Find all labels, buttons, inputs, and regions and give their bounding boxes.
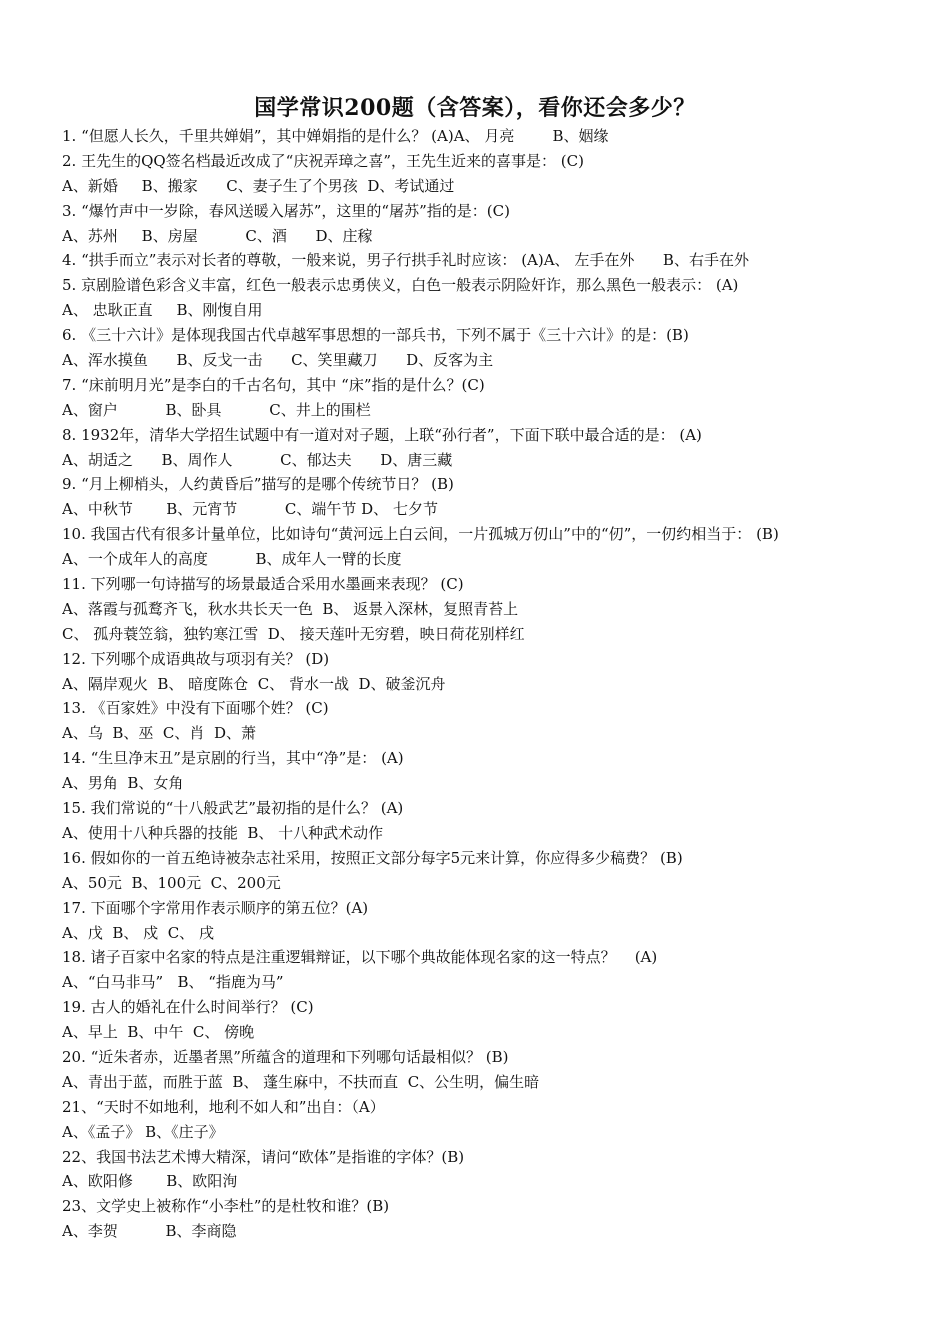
text-line: A、“白马非马” B、 “指鹿为马” <box>62 973 284 992</box>
text-line: 5. 京剧脸谱色彩含义丰富，红色一般表示忠勇侠义，白色一般表示阴险奸诈，那么黑色一般表示： (A) <box>62 276 739 295</box>
text-line: 16. 假如你的一首五绝诗被杂志社采用，按照正文部分每字5元来计算，你应得多少稿费？ (B) <box>62 848 683 867</box>
text-line: 17. 下面哪个字常用作表示顺序的第五位？(A) <box>62 898 369 917</box>
text-line: 1. “但愿人长久，千里共婵娟”，其中婵娟指的是什么？ (A)A、 月亮 B、姻缘 <box>62 127 609 145</box>
text-line: 20. “近朱者赤，近墨者黑”所蕴含的道理和下列哪句话最相似？ (B) <box>62 1047 509 1066</box>
text-line: A、青出于蓝，而胜于蓝 B、 蓬生麻中，不扶而直 C、公生明，偏生暗 <box>62 1072 540 1091</box>
document-title: 国学常识200题（含答案），看你还会多少？ <box>254 95 696 121</box>
text-line: 23、文学史上被称作“小李杜”的是杜牧和谁？(B) <box>62 1197 390 1216</box>
text-line: A、落霞与孤鹜齐飞，秋水共长天一色 B、 返景入深林，复照青苔上 <box>62 599 519 618</box>
text-line: A、欧阳修 B、欧阳洵 <box>62 1172 238 1191</box>
text-line: 7. “床前明月光”是李白的千古名句，其中 “床”指的是什么？(C) <box>62 375 485 394</box>
text-line: A、早上 B、中午 C、 傍晚 <box>62 1023 255 1042</box>
text-line: A、隔岸观火 B、 暗度陈仓 C、 背水一战 D、破釜沉舟 <box>62 674 446 693</box>
text-line: 14. “生旦净末丑”是京剧的行当，其中“净”是： (A) <box>62 749 404 768</box>
text-line: A、中秋节 B、元宵节 C、端午节 D、 七夕节 <box>62 500 438 519</box>
text-line: A、男角 B、女角 <box>62 774 184 793</box>
text-line: 12. 下列哪个成语典故与项羽有关？ (D) <box>62 649 330 668</box>
text-line: C、 孤舟蓑笠翁，独钓寒江雪 D、 接天莲叶无穷碧，映日荷花别样红 <box>62 624 525 643</box>
text-line: A、窗户 B、卧具 C、井上的围栏 <box>62 400 371 419</box>
text-line: 21、“天时不如地利，地利不如人和”出自：（A） <box>62 1097 385 1116</box>
text-line: A、乌 B、巫 C、肖 D、萧 <box>62 724 256 743</box>
text-line: A、浑水摸鱼 B、反戈一击 C、笑里藏刀 D、反客为主 <box>62 351 494 370</box>
text-line: A、李贺 B、李商隐 <box>62 1222 237 1241</box>
text-line: A、新婚 B、搬家 C、妻子生了个男孩 D、考试通过 <box>62 176 455 195</box>
text-line: A、胡适之 B、周作人 C、郁达夫 D、唐三藏 <box>62 450 453 469</box>
text-line: A、戊 B、 戍 C、 戌 <box>62 923 214 942</box>
text-line: 13. 《百家姓》中没有下面哪个姓？ (C) <box>62 699 329 718</box>
text-line: 2. 王先生的QQ签名档最近改成了“庆祝弄璋之喜”，王先生近来的喜事是： (C) <box>62 151 584 170</box>
text-line: 4. “拱手而立”表示对长者的尊敬，一般来说，男子行拱手礼时应该： (A)A、 左手在外 B、右手在外 <box>62 251 749 270</box>
text-line: 22、我国书法艺术博大精深，请问“欧体”是指谁的字体？(B) <box>62 1147 465 1166</box>
text-line: 6. 《三十六计》是体现我国古代卓越军事思想的一部兵书，下列不属于《三十六计》的是：(B) <box>62 326 689 345</box>
text-line: 15. 我们常说的“十八般武艺”最初指的是什么？ (A) <box>62 799 404 818</box>
question-list <box>62 124 922 1244</box>
text-line: 3. “爆竹声中一岁除，春风送暖入屠苏”，这里的“屠苏”指的是：(C) <box>62 201 510 220</box>
text-line: 11. 下列哪一句诗描写的场景最适合采用水墨画来表现？ (C) <box>62 575 464 594</box>
text-line: A、苏州 B、房屋 C、酒 D、庄稼 <box>62 226 373 245</box>
text-line: A、 忠耿正直 B、刚愎自用 <box>62 301 263 320</box>
text-line: A、使用十八种兵器的技能 B、 十八种武术动作 <box>62 823 384 842</box>
text-line: A、50元 B、100元 C、200元 <box>62 873 281 892</box>
text-line: 19. 古人的婚礼在什么时间举行？ (C) <box>62 998 314 1017</box>
text-line: 9. “月上柳梢头，人约黄昏后”描写的是哪个传统节日？ (B) <box>62 475 454 494</box>
text-line: A、一个成年人的高度 B、成年人一臂的长度 <box>62 550 402 569</box>
text-line: 10. 我国古代有很多计量单位，比如诗句“黄河远上白云间，一片孤城万仞山”中的“仞”，一仞约相当于： (B) <box>62 525 779 544</box>
text-line: 8. 1932年，清华大学招生试题中有一道对对子题，上联“孙行者”，下面下联中最合适的是： (A) <box>62 425 702 444</box>
text-line: A、《孟子》 B、《庄子》 <box>62 1122 224 1141</box>
text-line: 18. 诸子百家中名家的特点是注重逻辑辩证，以下哪个典故能体现名家的这一特点？ (A) <box>62 948 658 967</box>
